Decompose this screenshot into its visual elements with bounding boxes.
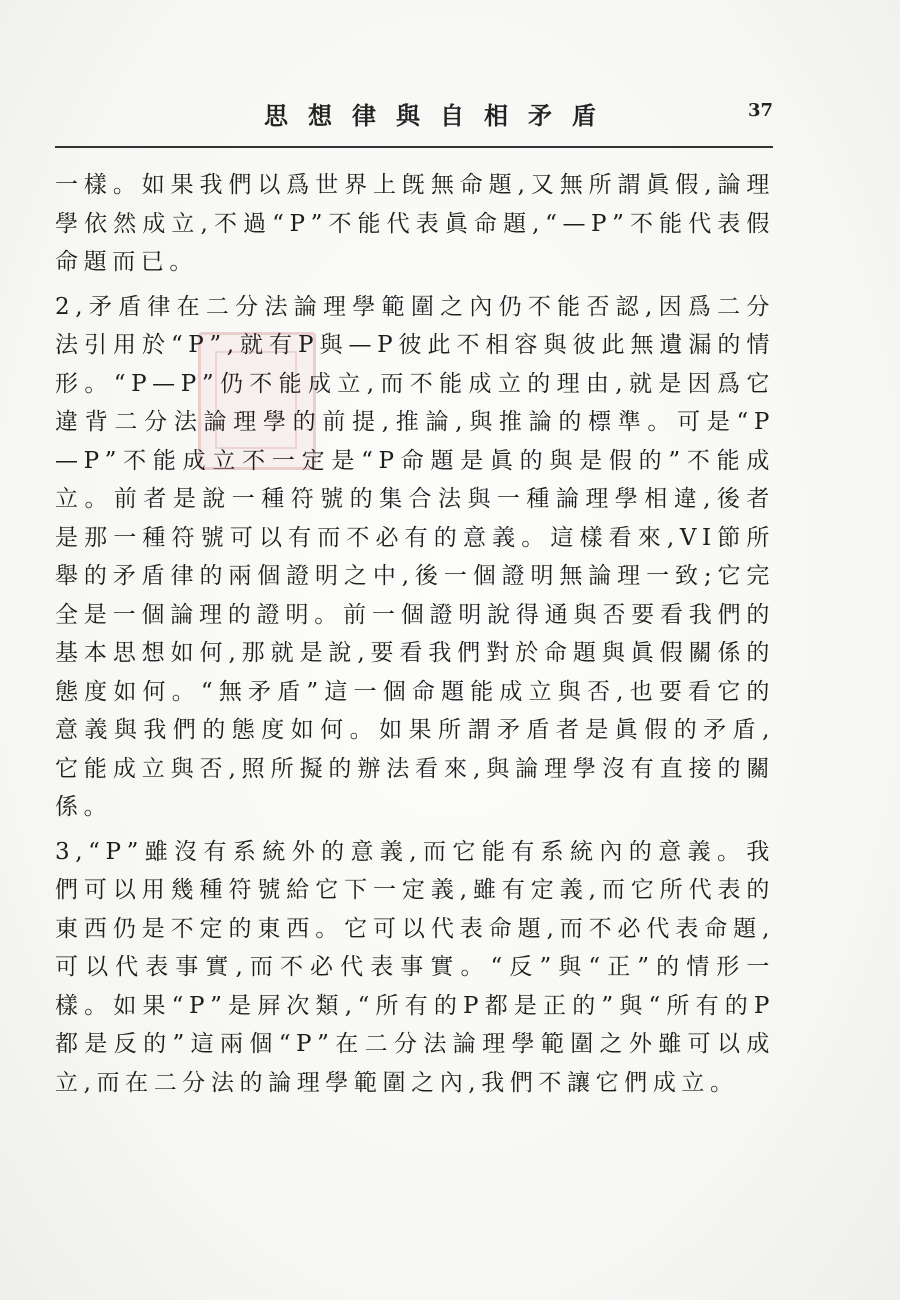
header-rule <box>55 146 773 148</box>
paragraph-1: 一樣。如果我們以爲世界上旣無命題,又無所謂眞假,論理學依然成立,不過“P”不能代表眞命題,“—P”不能代表假命題而已。 <box>55 172 775 275</box>
paragraph-3: 3,“P”雖沒有系統外的意義,而它能有系統內的意義。我們可以用幾種符號給它下一定義,雖有定義,而它所代表的東西仍是不定的東西。它可以代表命題,而不必代表命題,可以代表事實,而不必代表事實。“反”與“正”的情形一樣。如果“P”是屛次類,“所有的P都是正的”與“所有的P都是反的”這兩個“P”在二分法論理學範圍之外雖可以成立,而在二分法的論理學範圍之內,我們不讓它們成立。 <box>55 838 775 1096</box>
running-header-title: 思想律與自相矛盾 <box>264 101 616 130</box>
page-body <box>55 166 775 1108</box>
page-number: 37 <box>748 100 774 121</box>
paragraph-2: 2,矛盾律在二分法論理學範圍之內仍不能否認,因爲二分法引用於“P”,就有P與—P彼此不相容與彼此無遺漏的情形。“P—P”仍不能成立,而不能成立的理由,就是因爲它違背二分法論理學的前提,推論,與推論的標準。可是“P—P”不能成立不一定是“P命題是眞的與是假的”不能成立。前者是說一種符號的集合法與一種論理學相違,後者是那一種符號可以有而不必有的意義。這樣看來,VI節所舉的矛盾律的兩個證明之中,後一個證明無論理一致;它完全是一個論理的證明。前一個證明說得通與否要看我們的基本思想如何,那就是說,要看我們對於命題與眞假關係的態度如何。“無矛盾”這一個命題能成立與否,也要看它的意義與我們的態度如何。如果所謂矛盾者是眞假的矛盾,它能成立與否,照所擬的辦法看來,與論理學沒有直接的關係。 <box>55 293 775 820</box>
